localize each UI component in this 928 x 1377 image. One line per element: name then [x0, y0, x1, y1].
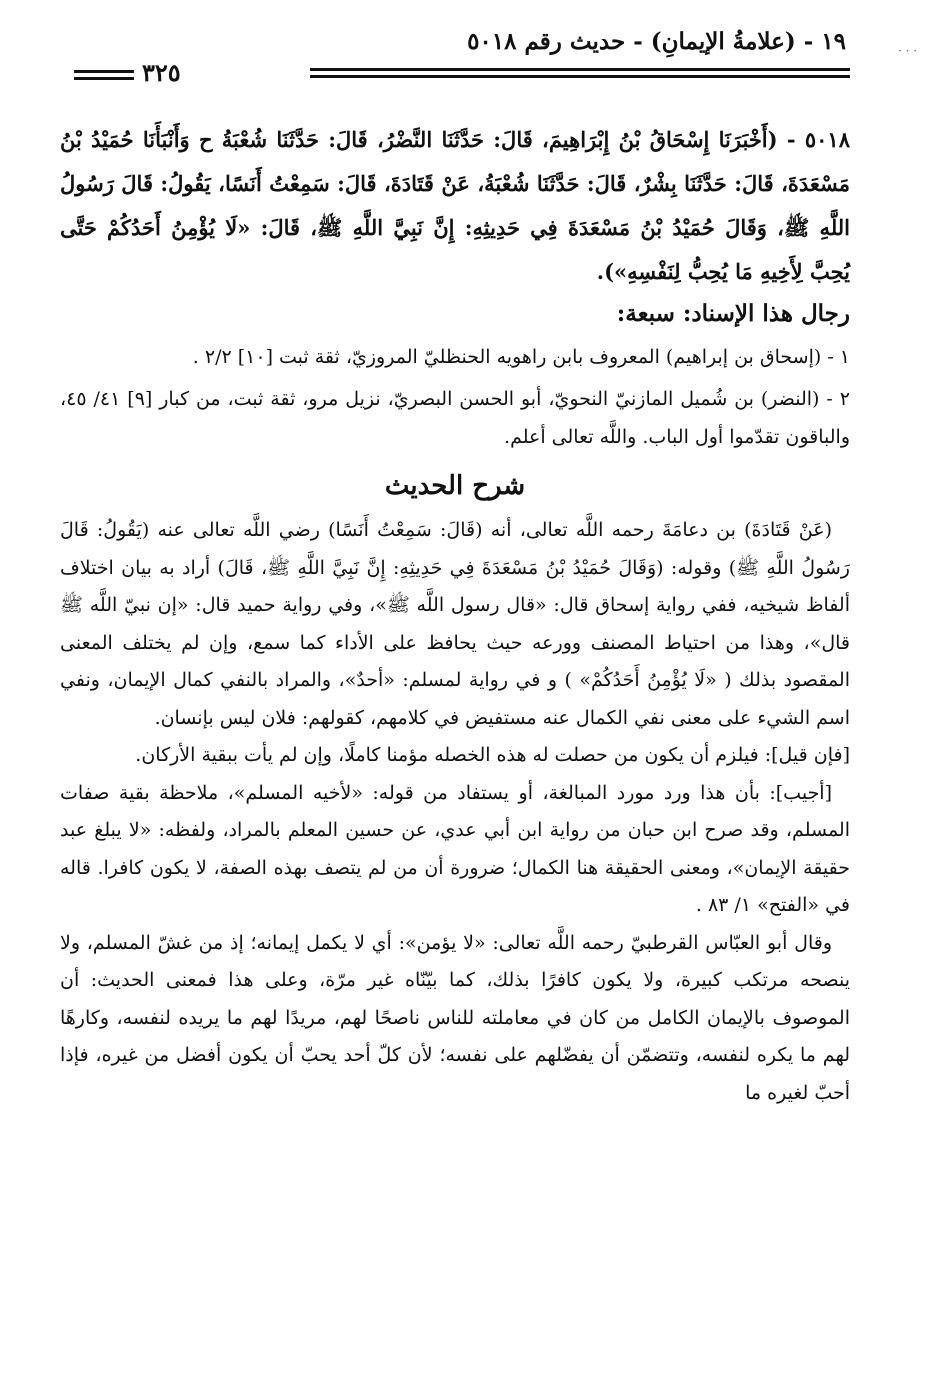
narrator-entry: ٢ - (النضر) بن شُميل المازنيّ النحويّ، أبو الحسن البصريّ، نزيل مرو، ثقة ثبت، من كبار [٩] ٤١/ ٤٥، والباقون تقدّموا أول الباب. واللَّه تعالى أعلم.	[60, 388, 850, 448]
scan-edge-dots: · · ·	[898, 44, 918, 58]
commentary-paragraph: (عَنْ قَتَادَةَ) بن دعامَةَ رحمه اللَّه تعالى، أنه (قَالَ: سَمِعْتُ أَنَسًا) رضي اللَّه تعالى عنه (يَقُولُ: قَالَ رَسُولُ اللَّهِ ﷺ) وقوله: (وَقَالَ حُمَيْدُ بْنُ مَسْعَدَةَ فِي حَدِيثِهِ: إِنَّ نَبِيَّ اللَّهِ ﷺ، قَالَ) أراد به بيان اختلاف ألفاظ شيخيه، ففي رواية إسحاق قال: «قال رسول اللَّه ﷺ»، وفي رواية حميد قال: «إن نبيّ اللَّه ﷺ قال»، وهذا من احتياط المصنف وورعه حيث يحافظ على الأداء كما سمع، وإن لم يختلف المعنى المقصود بذلك ( «لَا يُؤْمِنُ أَحَدُكُمْ» ) و في رواية لمسلم: «أحدٌ»، والمراد بالنفي كمال الإيمان، ونفي اسم الشيء على معنى نفي الكمال عنه مستفيض في كلامهم، كقولهم: فلان ليس بإنسان.	[60, 519, 850, 729]
page-number: ٣٢٥	[142, 58, 181, 87]
running-header	[60, 28, 850, 87]
narrators-heading: رجال هذا الإسناد: سبعة:	[616, 300, 850, 327]
commentary-paragraph: [أجيب]: بأن هذا ورد مورد المبالغة، أو يستفاد من قوله: «لأخيه المسلم»، ملاحظة بقية صفات المسلم، وقد صرح ابن حبان من رواية ابن أبي عدي، عن حسين المعلم بالمراد، ولفظه: «لا يبلغ عبد حقيقة الإيمان»، ومعنى الحقيقة هنا الكمال؛ ضرورة أن من لم يتصف بهذه الصفة، لا يكون كافرا. قاله في «الفتح» ١/ ٨٣ .	[60, 781, 850, 916]
commentary-paragraph: [فإن قيل]: فيلزم أن يكون من حصلت له هذه الخصله مؤمنا كاملًا، وإن لم يأت ببقية الأركان.	[135, 744, 850, 766]
header-rule	[310, 68, 850, 82]
hadith-text: ٥٠١٨ - (أَخْبَرَنَا إِسْحَاقُ بْنُ إِبْرَاهِيمَ، قَالَ: حَدَّثَنَا النَّضْرُ، قَالَ: حَدَّثَنَا شُعْبَةُ ح وَأَنْبَأَنَا حُمَيْدُ بْنُ مَسْعَدَةَ، قَالَ: حَدَّثَنَا بِشْرٌ، قَالَ: حَدَّثَنَا شُعْبَةُ، عَنْ قَتَادَةَ، قَالَ: سَمِعْتُ أَنَسًا، يَقُولُ: قَالَ رَسُولُ اللَّهِ ﷺ، وَقَالَ حُمَيْدُ بْنُ مَسْعَدَةَ فِي حَدِيثِهِ: إِنَّ نَبِيَّ اللَّهِ ﷺ، قَالَ: «لَا يُؤْمِنُ أَحَدُكُمْ حَتَّى يُحِبَّ لِأَخِيهِ مَا يُحِبُّ لِنَفْسِهِ»).	[60, 127, 850, 284]
page-body	[60, 118, 850, 1112]
header-rule-left	[74, 70, 134, 84]
commentary-paragraph: وقال أبو العبّاس القرطبيّ رحمه اللَّه تعالى: «لا يؤمن»: أي لا يكمل إيمانه؛ إذ من غشّ المسلم، ولا ينصحه مرتكب كبيرة، ولا يكون كافرًا بذلك، كما بيّنّاه غير مرّة، وعلى هذا فمعنى الحديث: أن الموصوف بالإيمان الكامل من كان في معاملته للناس ناصحًا لهم، مريدًا لهم ما يريده لنفسه، وكارهًا لهم ما يكره لنفسه، وتتضمّن أن يفضّلهم على نفسه؛ لأن كلّ أحد يحبّ أن يكون أفضل من غيره، فإذا أحبّ لغيره ما	[60, 931, 850, 1104]
header-title: ١٩ - (علامةُ الإيمانِ) - حديث رقم ٥٠١٨	[467, 28, 846, 55]
narrator-entry: ١ - (إسحاق بن إبراهيم) المعروف بابن راهويه الحنظليّ المروزيّ، ثقة ثبت [١٠] ٢/٢ .	[192, 346, 850, 368]
section-title: شرح الحديث	[384, 471, 526, 501]
